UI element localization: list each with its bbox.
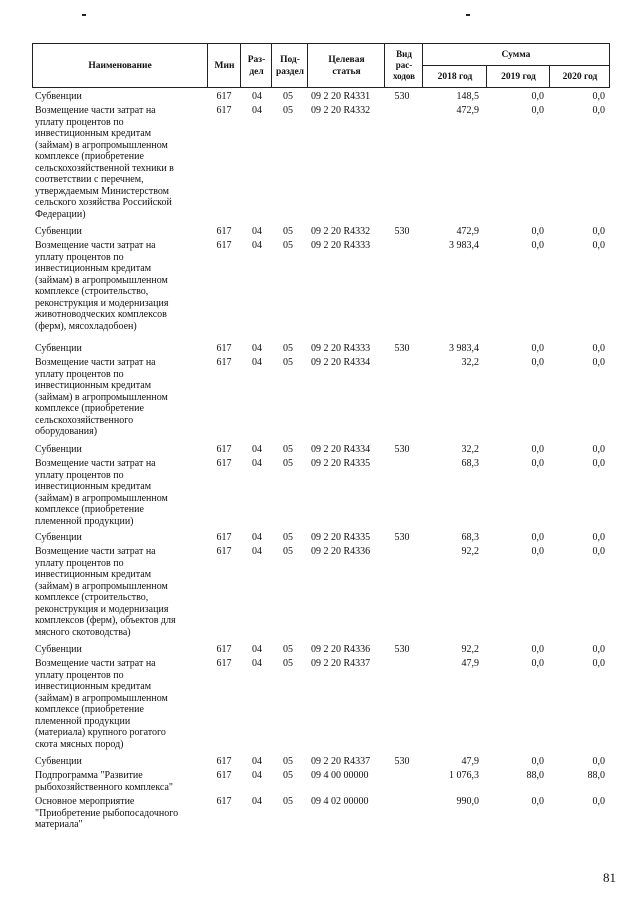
cell-raz: 04 [252, 644, 262, 655]
cell-y18: 47,9 [461, 756, 479, 767]
cell-y18: 990,0 [456, 796, 479, 807]
cell-cel: 09 2 20 R4332 [311, 226, 371, 237]
cell-y18: 3 983,4 [449, 343, 479, 354]
cell-y20: 0,0 [592, 796, 605, 807]
cell-y20: 0,0 [592, 756, 605, 767]
cell-y18: 472,9 [456, 105, 479, 116]
cell-min: 617 [216, 796, 232, 807]
cell-vid: 530 [394, 644, 410, 655]
header-summa: Сумма [422, 44, 609, 66]
cell-y20: 0,0 [592, 532, 605, 543]
cell-y18: 32,2 [461, 444, 479, 455]
cell-min: 617 [216, 532, 232, 543]
cell-name: Возмещение части затрат на уплату процентов по инвестиционным кредитам (займам) в агропромышленном комплексе (строительство, реконструкция и модернизация комплексов (ферм), объектов для мясного скотоводства) [35, 546, 176, 638]
cell-raz: 04 [252, 91, 262, 102]
cell-raz: 04 [252, 105, 262, 116]
cell-name: Подпрограмма "Развитие рыбохозяйственного комплекса" [35, 770, 174, 793]
cell-y19: 0,0 [531, 644, 544, 655]
cell-cel: 09 2 20 R4335 [311, 532, 371, 543]
cell-vid: 530 [394, 343, 410, 354]
cell-cel: 09 2 20 R4336 [311, 546, 371, 557]
cell-name: Субвенции [35, 756, 82, 767]
cell-y20: 0,0 [592, 240, 605, 251]
cell-min: 617 [216, 91, 232, 102]
cell-name: Субвенции [35, 343, 82, 354]
cell-raz: 04 [252, 458, 262, 469]
cell-vid: 530 [394, 226, 410, 237]
cell-cel: 09 2 20 R4334 [311, 357, 371, 368]
cell-name: Субвенции [35, 532, 82, 543]
cell-min: 617 [216, 770, 232, 781]
cell-y20: 0,0 [592, 91, 605, 102]
cell-y20: 88,0 [587, 770, 605, 781]
cell-y19: 0,0 [531, 546, 544, 557]
cell-min: 617 [216, 458, 232, 469]
cell-name: Основное мероприятие "Приобретение рыбопосадочного материала" [35, 796, 179, 830]
cell-pod: 05 [283, 343, 293, 354]
cell-min: 617 [216, 756, 232, 767]
header-2019: 2019 год [486, 66, 550, 87]
cell-min: 617 [216, 226, 232, 237]
cell-y20: 0,0 [592, 444, 605, 455]
header-celevaya: Целевая статья [307, 44, 385, 87]
cell-pod: 05 [283, 458, 293, 469]
cell-y20: 0,0 [592, 357, 605, 368]
cell-y18: 47,9 [461, 658, 479, 669]
cell-cel: 09 2 20 R4332 [311, 105, 371, 116]
cell-y19: 0,0 [531, 658, 544, 669]
cell-y20: 0,0 [592, 343, 605, 354]
cell-y20: 0,0 [592, 105, 605, 116]
cell-raz: 04 [252, 770, 262, 781]
cell-raz: 04 [252, 796, 262, 807]
cell-name: Возмещение части затрат на уплату процентов по инвестиционным кредитам (займам) в агропромышленном комплексе (приобретение сельскохозяйственной техники в соответствии с перечнем, утверждаемым Министерством сельского хозяйства Российской Федерации) [35, 105, 174, 220]
cell-name: Субвенции [35, 91, 82, 102]
cell-y18: 32,2 [461, 357, 479, 368]
cell-y18: 92,2 [461, 546, 479, 557]
header-min: Мин [207, 44, 241, 87]
header-2018: 2018 год [422, 66, 487, 87]
cell-cel: 09 2 20 R4335 [311, 458, 371, 469]
scan-mark-left [82, 14, 86, 16]
cell-raz: 04 [252, 658, 262, 669]
cell-y19: 0,0 [531, 458, 544, 469]
cell-vid: 530 [394, 756, 410, 767]
cell-vid: 530 [394, 91, 410, 102]
cell-name: Возмещение части затрат на уплату процентов по инвестиционным кредитам (займам) в агропромышленном комплексе (приобретение племенной продукции (материала) крупного рогатого скота мясных пород) [35, 658, 168, 750]
cell-y20: 0,0 [592, 226, 605, 237]
cell-y19: 0,0 [531, 91, 544, 102]
cell-cel: 09 4 00 00000 [311, 770, 369, 781]
cell-vid: 530 [394, 444, 410, 455]
cell-pod: 05 [283, 240, 293, 251]
cell-cel: 09 2 20 R4337 [311, 756, 371, 767]
cell-vid: 530 [394, 532, 410, 543]
cell-raz: 04 [252, 240, 262, 251]
cell-name: Субвенции [35, 226, 82, 237]
cell-y20: 0,0 [592, 644, 605, 655]
cell-min: 617 [216, 658, 232, 669]
cell-name: Возмещение части затрат на уплату процентов по инвестиционным кредитам (займам) в агропромышленном комплексе (приобретение племенной продукции) [35, 458, 168, 527]
cell-raz: 04 [252, 756, 262, 767]
cell-y19: 0,0 [531, 444, 544, 455]
cell-y19: 0,0 [531, 240, 544, 251]
cell-y18: 3 983,4 [449, 240, 479, 251]
cell-y19: 0,0 [531, 756, 544, 767]
cell-y18: 148,5 [456, 91, 479, 102]
cell-raz: 04 [252, 357, 262, 368]
cell-pod: 05 [283, 226, 293, 237]
cell-y19: 0,0 [531, 796, 544, 807]
cell-min: 617 [216, 357, 232, 368]
cell-cel: 09 4 02 00000 [311, 796, 369, 807]
cell-cel: 09 2 20 R4333 [311, 240, 371, 251]
cell-pod: 05 [283, 658, 293, 669]
cell-raz: 04 [252, 532, 262, 543]
cell-cel: 09 2 20 R4331 [311, 91, 371, 102]
cell-pod: 05 [283, 444, 293, 455]
cell-y19: 0,0 [531, 343, 544, 354]
cell-pod: 05 [283, 546, 293, 557]
cell-cel: 09 2 20 R4337 [311, 658, 371, 669]
cell-pod: 05 [283, 532, 293, 543]
table-header [32, 43, 610, 88]
cell-y19: 0,0 [531, 532, 544, 543]
header-vid: Вид рас- ходов [384, 44, 423, 87]
cell-pod: 05 [283, 770, 293, 781]
cell-min: 617 [216, 240, 232, 251]
cell-cel: 09 2 20 R4333 [311, 343, 371, 354]
cell-y18: 68,3 [461, 532, 479, 543]
cell-pod: 05 [283, 644, 293, 655]
cell-pod: 05 [283, 756, 293, 767]
cell-min: 617 [216, 343, 232, 354]
header-razdel: Раз- дел [240, 44, 272, 87]
cell-name: Возмещение части затрат на уплату процентов по инвестиционным кредитам (займам) в агропромышленном комплексе (приобретение сельскохозяйственного оборудования) [35, 357, 168, 437]
cell-y19: 0,0 [531, 105, 544, 116]
cell-min: 617 [216, 546, 232, 557]
cell-y18: 1 076,3 [449, 770, 479, 781]
cell-y19: 0,0 [531, 357, 544, 368]
cell-y19: 0,0 [531, 226, 544, 237]
cell-min: 617 [216, 105, 232, 116]
cell-pod: 05 [283, 105, 293, 116]
scan-mark-right [466, 14, 470, 16]
cell-y20: 0,0 [592, 458, 605, 469]
header-podrazdel: Под- раздел [271, 44, 308, 87]
cell-cel: 09 2 20 R4334 [311, 444, 371, 455]
cell-min: 617 [216, 444, 232, 455]
header-name: Наименование [88, 60, 152, 71]
cell-name: Возмещение части затрат на уплату процентов по инвестиционным кредитам (займам) в агропромышленном комплексе (строительство, реконструкция и модернизация животноводческих комплексов (ферм), мясохладобоен) [35, 240, 169, 332]
cell-raz: 04 [252, 343, 262, 354]
cell-y20: 0,0 [592, 658, 605, 669]
cell-pod: 05 [283, 91, 293, 102]
cell-name: Субвенции [35, 444, 82, 455]
cell-y18: 92,2 [461, 644, 479, 655]
cell-cel: 09 2 20 R4336 [311, 644, 371, 655]
cell-raz: 04 [252, 226, 262, 237]
cell-pod: 05 [283, 796, 293, 807]
header-2020: 2020 год [549, 66, 610, 87]
cell-raz: 04 [252, 444, 262, 455]
cell-min: 617 [216, 644, 232, 655]
cell-pod: 05 [283, 357, 293, 368]
page-number: 81 [603, 870, 616, 885]
cell-name: Субвенции [35, 644, 82, 655]
cell-y18: 68,3 [461, 458, 479, 469]
cell-y18: 472,9 [456, 226, 479, 237]
cell-y19: 88,0 [526, 770, 544, 781]
cell-y20: 0,0 [592, 546, 605, 557]
cell-raz: 04 [252, 546, 262, 557]
